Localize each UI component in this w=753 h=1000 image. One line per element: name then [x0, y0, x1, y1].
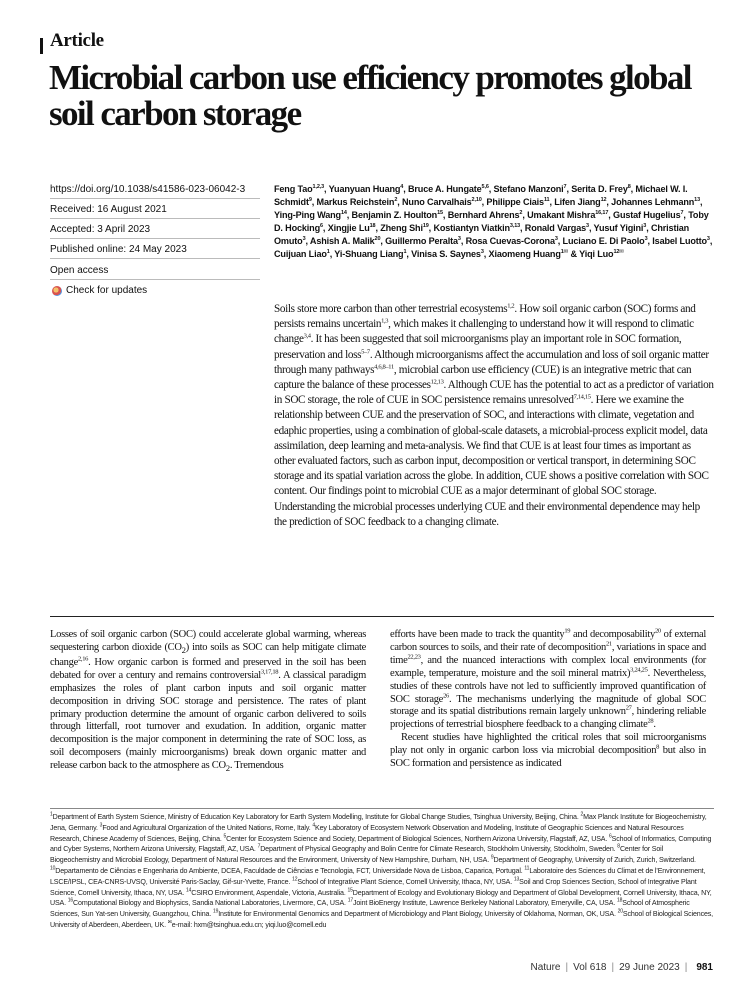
author-affiliation-marks: 13 — [694, 197, 700, 204]
author-affiliation-marks: 20 — [374, 236, 381, 243]
author-name[interactable]: Feng Tao — [274, 184, 313, 194]
author-name[interactable]: Nuno Carvalhais — [402, 197, 472, 208]
paragraph: Losses of soil organic carbon (SOC) could accelerate global warming, whereas sequestering carbon dioxide $(CO_2)$ into soils as SOC can help mitigate climate change$^{2,16}$. How organic carbon is formed and preserved in the soil has been debated for over a century and remains controversial$^{3,17,18}$. A classical paradigm emphasizes the roles of plant carbon inputs and soil organic matter decomposition in driving SOC storage and persistence. The rates of plant primary production determine the amount of organic carbon delivered to soils through litterfall, root turnover and exudation. In addition, organic matter decomposition is the major component in determining the rate of SOC loss, as soil decomposers (mainly microorganisms) break down organic matter and release carbon back to the atmosphere as $CO_2$. Tremendous — [50, 629, 366, 774]
author-name[interactable]: Xiaomeng Huang — [488, 249, 561, 260]
received-date: Received: 16 August 2021 — [50, 204, 167, 215]
journal-name: Nature — [530, 962, 561, 973]
article-label: Article — [50, 30, 104, 51]
issue-date: 29 June 2023 — [619, 962, 680, 973]
page-title: Microbial carbon use efficiency promotes global soil carbon storage — [49, 58, 691, 133]
author-name[interactable]: Gustaf Hugelius — [613, 210, 681, 221]
divider — [50, 218, 260, 219]
author-affiliation-marks: 1 — [326, 249, 330, 256]
author-affiliation-marks: 3 — [302, 236, 306, 243]
author-name[interactable]: Yi-Shuang Liang — [334, 249, 404, 260]
author-name[interactable]: Yiqi Luo — [579, 249, 614, 260]
author-affiliation-marks: 3 — [706, 236, 710, 243]
page-number: 981 — [696, 962, 713, 973]
author-name[interactable]: Zheng Shi — [380, 223, 423, 234]
author-name[interactable]: Benjamin Z. Houlton — [351, 210, 438, 221]
author-name[interactable]: Philippe Ciais — [486, 197, 544, 208]
author-affiliation-marks: 3,13 — [509, 223, 521, 230]
check-updates-link[interactable]: Check for updates — [66, 285, 148, 296]
author-name[interactable]: Johannes Lehmann — [611, 197, 695, 208]
author-name[interactable]: Christian Omuto — [274, 223, 690, 247]
author-name[interactable]: Ashish A. Malik — [309, 236, 375, 247]
author-affiliation-marks: 16,17 — [595, 210, 609, 217]
divider — [50, 808, 714, 809]
author-name[interactable]: Yuanyuan Huang — [328, 184, 401, 194]
divider — [50, 279, 260, 280]
author-affiliation-marks: 2 — [519, 210, 523, 217]
author-affiliation-marks: 18 — [369, 223, 376, 230]
author-name[interactable]: Xingjie Lu — [327, 223, 370, 234]
author-affiliation-marks: 12✉ — [613, 249, 624, 256]
author-affiliation-marks: 3 — [480, 249, 484, 256]
author-affiliation-marks: 3 — [554, 236, 558, 243]
author-name[interactable]: Bernhard Ahrens — [447, 210, 520, 221]
author-name[interactable]: Yusuf Yigini — [593, 223, 644, 234]
page-footer: Nature | Vol 618 | 29 June 2023 | 981 — [530, 962, 713, 973]
divider — [50, 198, 260, 199]
published-date: Published online: 24 May 2023 — [50, 244, 187, 255]
crossmark-icon[interactable] — [52, 286, 62, 296]
author-name[interactable]: Kostiantyn Viatkin — [433, 223, 510, 234]
accepted-date: Accepted: 3 April 2023 — [50, 224, 151, 235]
author-affiliation-marks: 11 — [543, 197, 550, 204]
open-access-label: Open access — [50, 265, 109, 276]
author-name[interactable]: Toby D. Hocking — [274, 210, 709, 234]
body-column-left — [50, 629, 366, 775]
article-rule — [40, 38, 43, 54]
author-name[interactable]: Isabel Luotto — [652, 236, 707, 247]
author-name[interactable]: Lifen Jiang — [554, 197, 601, 208]
author-affiliation-marks: 2 — [394, 197, 398, 204]
author-affiliation-marks: 15 — [437, 210, 443, 217]
author-affiliation-marks: 3 — [457, 236, 461, 243]
author-name[interactable]: Serita D. Frey — [571, 184, 628, 194]
author-name[interactable]: Umakant Mishra — [527, 210, 596, 221]
author-name[interactable]: Luciano E. Di Paolo — [562, 236, 645, 247]
author-affiliation-marks: 19 — [422, 223, 429, 230]
author-name[interactable]: Ronald Vargas — [524, 223, 587, 234]
author-affiliation-marks: 7 — [563, 183, 567, 190]
author-affiliation-marks: 1,2,3 — [312, 183, 325, 190]
divider — [50, 238, 260, 239]
author-affiliation-marks: 6 — [320, 223, 323, 230]
author-name[interactable]: Bruce A. Hungate — [407, 184, 482, 194]
author-affiliation-marks: 12 — [600, 197, 607, 204]
affiliations: $^1$Department of Earth System Science, Ministry of Education Key Laboratory for Earth System Modelling, Institute for Global Change Studies, Tsinghua University, Beijing, China. $^2$Max Planck Institute for Biogeochemistry, Jena, Germany. $^3$Food and Agricultural Organization of the United Nations, Rome, Italy. $^4$Key Laboratory of Ecosystem Network Observation and Modeling, Institute of Geographic Sciences and Natural Resources Research, Chinese Academy of Sciences, Beijing, China. $^5$Center for Ecosystem Science and Society, Department of Biological Sciences, Northern Arizona University, Flagstaff, AZ, USA. $^6$School of Informatics, Computing and Cyber Systems, Northern Arizona University, Flagstaff, AZ, USA. $^7$Department of Physical Geography and Bolin Centre for Climate Research, Stockholm University, Stockholm, Sweden. $^8$Center for Soil Biogeochemistry and Microbial Ecology, Department of Natural Resources and the Environment, University of New Hampshire, Durham, NH, USA. $^9$Department of Geography, University of Zurich, Zurich, Switzerland. $^{10}$Departamento de Ciências e Engenharia do Ambiente, DCEA, Faculdade de Ciências e Tecnologia, FCT, Universidade Nova de Lisboa, Caparica, Portugal. $^{11}$Laboratoire des Sciences du Climat et de l’Environnement, LSCE/IPSL, CEA-CNRS-UVSQ, Université Paris-Saclay, Gif-sur-Yvette, France. $^{12}$School of Integrative Plant Science, Cornell University, Ithaca, NY, USA. $^{13}$Soil and Crop Sciences Section, School of Integrative Plant Science, Cornell University, Ithaca, NY, USA. $^{14}$CSIRO Environment, Aspendale, Victoria, Australia. $^{15}$Department of Ecology and Evolutionary Biology and Department of Global Development, Cornell University, Ithaca, NY, USA. $^{16}$Computational Biology and Biophysics, Sandia National Laboratories, Livermore, CA, USA. $^{17}$Joint BioEnergy Institute, Lawrence Berkeley National Laboratory, Emeryville, CA, USA. $^{18}$School of Atmospheric Sciences, Sun Yat-sen University, Guangzhou, China. $^{19}$Institute for Environmental Genomics and Department of Microbiology and Plant Biology, University of Oklahoma, Norman, OK, USA. $^{20}$School of Biological Sciences, University of Aberdeen, Aberdeen, UK. ✉e-mail: hxm@tsinghua.edu.cn; yiqi.luo@cornell.edu — [50, 811, 713, 929]
author-list: Feng Tao$^{1,2,3}$, Yuanyuan Huang$^4$, Bruce A. Hungate$^{5,6}$, Stefano Manzoni$^7$, Serita D. Frey$^8$, Michael W. I. Schmidt$^9$, Markus Reichstein$^2$, Nuno Carvalhais$^{2,10}$, Philippe Ciais$^{11}$, Lifen Jiang$^{12}$, Johannes Lehmann$^{13}$, Ying-Ping Wang$^{14}$, Benjamin Z. Houlton$^{15}$, Bernhard Ahrens$^2$, Umakant Mishra$^{16,17}$, Gustaf Hugelius$^7$, Toby D. Hocking$^6$, Xingjie Lu$^{18}$, Zheng Shi$^{19}$, Kostiantyn Viatkin$^{3,13}$, Ronald Vargas$^3$, Yusuf Yigini$^3$, Christian Omuto$^3$, Ashish A. Malik$^{20}$, Guillermo Peralta$^3$, Rosa Cuevas-Corona$^3$, Luciano E. Di Paolo$^3$, Isabel Luotto$^3$, Cuijuan Liao$^1$, Yi-Shuang Liang$^1$, Vinisa S. Saynes$^3$, Xiaomeng Huang$^{1✉}$ & Yiqi Luo$^{12✉}$ — [274, 183, 713, 260]
author-affiliation-marks: 3 — [586, 223, 589, 230]
paragraph: efforts have been made to track the quantity$^{19}$ and decomposability$^{20}$ of external carbon sources to soils, and their rate of decomposition$^{21}$, variations in space and time$^{22,23}$, and the nuanced interactions with complex local environments (for example, temperature, moisture and the soil mineral matrix)$^{3,24,25}$. Nevertheless, studies of these controls have not led to sufficiently improved quantification of SOC storage$^{26}$. The mechanisms underlying the magnitude of global SOC storage and its spatial distributions remain largely unknown$^{27}$, hindering reliable projections of terrestrial biosphere feedback to a changing climate$^{28}$. — [390, 627, 706, 731]
author-affiliation-marks: 4 — [400, 183, 404, 190]
author-name[interactable]: Rosa Cuevas-Corona — [465, 236, 555, 247]
author-affiliation-marks: 14 — [340, 210, 347, 217]
author-affiliation-marks: 1 — [403, 249, 407, 256]
doi-link[interactable]: https://doi.org/10.1038/s41586-023-06042-3 — [50, 184, 246, 195]
volume: Vol 618 — [573, 962, 607, 973]
author-affiliation-marks: 1✉ — [560, 249, 569, 256]
abstract: Soils store more carbon than other terrestrial ecosystems$^{1,2}$. How soil organic carbon (SOC) forms and persists remains uncertain$^{1,3}$, which makes it challenging to understand how it will respond to climatic change$^{3,4}$. It has been suggested that soil microorganisms play an important role in SOC formation, preservation and loss$^{5-7}$. Although microorganisms affect the accumulation and loss of soil organic matter through many pathways$^{4,6,8-11}$, microbial carbon use efficiency (CUE) is an integrative metric that can capture the balance of these processes$^{12,13}$. Although CUE has the potential to act as a predictor of variation in SOC storage, the role of CUE in SOC persistence remains unresolved$^{7,14,15}$. Here we examine the relationship between CUE and the preservation of SOC, and interactions with climate, vegetation and edaphic properties, using a combination of global-scale datasets, a microbial-process explicit model, data assimilation, deep learning and meta-analysis. We find that CUE is at least four times as important as other evaluated factors, such as carbon input, decomposition or vertical transport, in determining SOC storage and its spatial variation across the globe. In addition, CUE shows a positive correlation with SOC content. Our findings point to microbial CUE as a major determinant of global SOC storage. Understanding the microbial processes underlying CUE and their environmental dependence may help the prediction of SOC feedback to a changing climate. — [274, 302, 714, 528]
author-affiliation-marks: 5,6 — [481, 183, 489, 190]
author-name[interactable]: Vinisa S. Saynes — [411, 249, 481, 260]
author-name[interactable]: Stefano Manzoni — [493, 184, 564, 194]
divider — [50, 258, 260, 259]
paragraph: Recent studies have highlighted the critical roles that soil microorganisms play not only in organic carbon loss via microbial decomposition$^8$ but also in SOC formation and persistence as indicated — [390, 732, 706, 770]
author-affiliation-marks: 2,10 — [471, 197, 482, 204]
author-name[interactable]: Michael W. I. Schmidt — [274, 184, 688, 208]
author-name[interactable]: Guillermo Peralta — [385, 236, 458, 247]
divider — [50, 616, 714, 617]
author-affiliation-marks: 8 — [627, 183, 631, 190]
author-affiliation-marks: 9 — [308, 197, 312, 204]
author-affiliation-marks: 7 — [680, 210, 684, 217]
body-column-right — [390, 629, 706, 771]
author-name[interactable]: Cuijuan Liao — [274, 249, 327, 260]
author-affiliation-marks: 3 — [643, 223, 647, 230]
author-name[interactable]: Markus Reichstein — [316, 197, 395, 208]
author-name[interactable]: Ying-Ping Wang — [274, 210, 341, 221]
author-affiliation-marks: 3 — [644, 236, 648, 243]
